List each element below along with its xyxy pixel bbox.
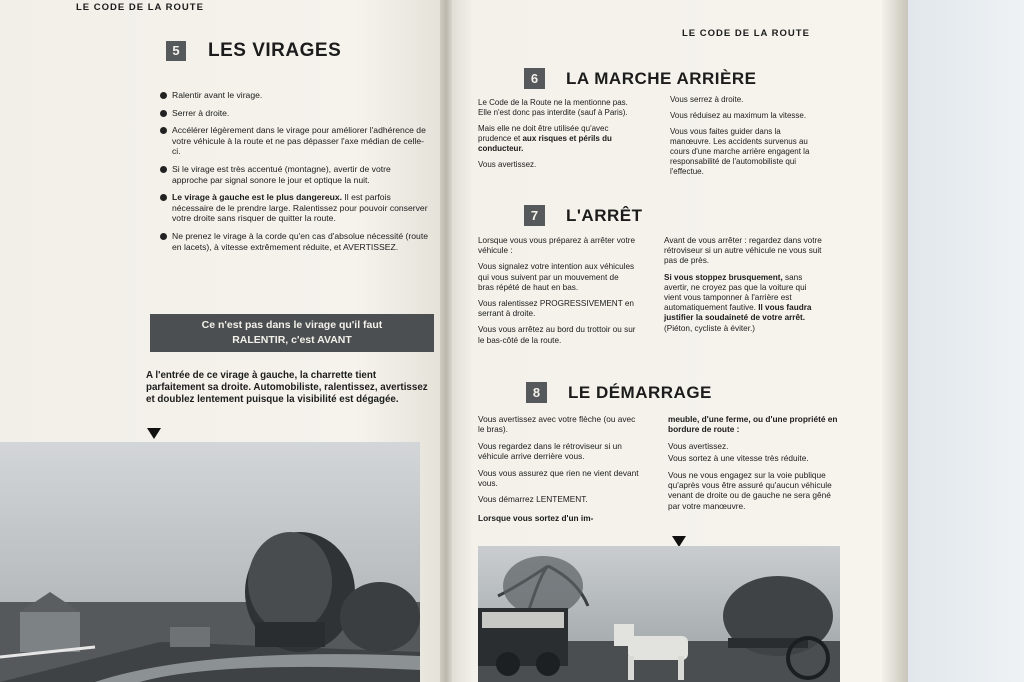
paragraph: Vous avertissez avec votre flèche (ou avec le bras). (478, 414, 636, 435)
demarrage-col1 (478, 414, 640, 529)
paragraph (664, 273, 826, 334)
bullet-item: Si le virage est très accentué (montagne), avertir de votre approche par signal sonore le jour et optique la nuit. (160, 164, 428, 185)
demarrage-col2 (668, 414, 838, 517)
virages-text (160, 90, 428, 259)
section-number: 7 (524, 205, 545, 226)
bullet-item: Accélérer légèrement dans le virage pour améliorer l'adhérence de votre véhicule à la route et ne pas dépasser l'axe médian de celle-ci. (160, 125, 428, 157)
arret-col2 (664, 236, 826, 340)
paragraph: Vous démarrez LENTEMENT. (478, 494, 588, 505)
bullet-rest: Il est parfois nécessaire de le prendre large. Ralentissez pour pouvoir conserver votre droite sans risquer de quitter la route. (172, 192, 428, 224)
section-title: LES VIRAGES (208, 40, 342, 61)
background-surface (890, 0, 1024, 682)
marche-arriere-col2 (670, 95, 820, 183)
paragraph-text: (Piéton, cycliste à éviter.) (664, 323, 756, 333)
bullet-item: Serrer à droite. (160, 108, 428, 119)
section-heading-arret (524, 205, 642, 226)
paragraph: Vous ne vous engagez sur la voie publique qu'après vous être assuré qu'aucun véhicule venant de droite ou de gauche ne sera gêné par votre manœuvre. (668, 469, 832, 511)
paragraph-text: sans avertir, ne croyez pas que la voiture qui vient vous tamponner à l'arrière est automatiquement fautive. (664, 272, 807, 313)
paragraph: Vous regardez dans le rétroviseur si un véhicule arrive derrière vous. (478, 440, 622, 462)
page-edge (882, 0, 908, 682)
paragraph-bold: Si vous stoppez brusquement, (664, 272, 783, 282)
callout-box (150, 314, 434, 352)
paragraph: Vous vous faites guider dans la manœuvre. Les accidents survenus au cours d'une marche arrière engagent la responsabilité de l'automobiliste qui l'effectue. (670, 127, 810, 176)
section-title: LE DÉMARRAGE (568, 382, 712, 402)
right-page (446, 0, 908, 682)
bullet-bold: Le virage à gauche est le plus dangereux. (172, 192, 343, 203)
section-heading-marche-arriere (524, 68, 756, 89)
paragraph: Vous ralentissez PROGRESSIVEMENT en serrant à droite. (478, 299, 634, 319)
section-number: 8 (526, 382, 547, 403)
photo-caption: A l'entrée de ce virage à gauche, la charrette tient parfaitement sa droite. Automobiliste, ralentissez, avertissez et doublez lentement puisque la visibilité est dégagée. (146, 370, 428, 405)
photo-illustration (478, 546, 840, 682)
paragraph: Vous réduisez au maximum la vitesse. (670, 111, 807, 120)
paragraph-text: Mais elle ne doit être utilisée qu'avec prudence et (478, 124, 609, 143)
paragraph: Vous avertissez. (478, 160, 537, 169)
paragraph-bold: Il vous faudra justifier la soudaineté de votre arrêt. (664, 303, 812, 323)
paragraph: Vous avertissez. (668, 440, 729, 451)
section-number: 5 (166, 41, 186, 61)
paragraph-bold: aux risques et périls du conducteur. (478, 134, 612, 153)
callout-line2: RALENTIR, c'est AVANT (232, 334, 352, 346)
callout-line1: Ce n'est pas dans le virage qu'il faut (201, 319, 383, 331)
paragraph-bold: Lorsque vous sortez d'un im- (478, 512, 594, 523)
marche-arriere-col1 (478, 98, 636, 176)
section-number: 6 (524, 68, 545, 89)
paragraph: Vous vous assurez que rien ne vient devant vous. (478, 467, 639, 489)
section-heading-virages (166, 40, 341, 62)
section-title: L'ARRÊT (566, 205, 643, 225)
photo-illustration (0, 442, 420, 682)
paragraph: Le Code de la Route ne la mentionne pas. Elle n'est donc pas interdite (sauf à Paris). (478, 98, 628, 117)
book-gutter (440, 0, 452, 682)
paragraph: Vous serrez à droite. (670, 95, 744, 104)
bullet-item: Ne prenez le virage à la corde qu'en cas d'absolue nécessité (route en lacets), à vitesse extrêmement réduite, et AVERTISSEZ. (160, 231, 428, 252)
photo-horse-cart (478, 546, 840, 682)
running-head: LE CODE DE LA ROUTE (682, 28, 810, 39)
section-title: LA MARCHE ARRIÈRE (566, 68, 757, 88)
paragraph: Vous sortez à une vitesse très réduite. (668, 453, 809, 464)
paragraph: Vous signalez votre intention aux véhicules qui vous suivent par un mouvement de bras répété de haut en bas. (478, 262, 635, 292)
left-page (0, 0, 446, 682)
down-triangle-icon (147, 428, 161, 439)
paragraph: Avant de vous arrêter : regardez dans votre rétroviseur si un autre véhicule ne vous suit pas de près. (664, 236, 822, 266)
paragraph: Vous vous arrêtez au bord du trottoir ou sur le bas-côté de la route. (478, 325, 636, 345)
photo-road-cart (0, 442, 420, 682)
bullet-item: Ralentir avant le virage. (160, 90, 428, 101)
paragraph: Lorsque vous vous préparez à arrêter votre véhicule : (478, 236, 636, 256)
section-heading-demarrage (526, 382, 712, 403)
paragraph-bold: meuble, d'une ferme, ou d'une propriété en bordure de route : (668, 414, 838, 435)
paragraph (478, 124, 636, 154)
bullet-item (160, 192, 428, 224)
arret-col1 (478, 236, 636, 352)
running-head: LE CODE DE LA ROUTE (76, 2, 204, 13)
